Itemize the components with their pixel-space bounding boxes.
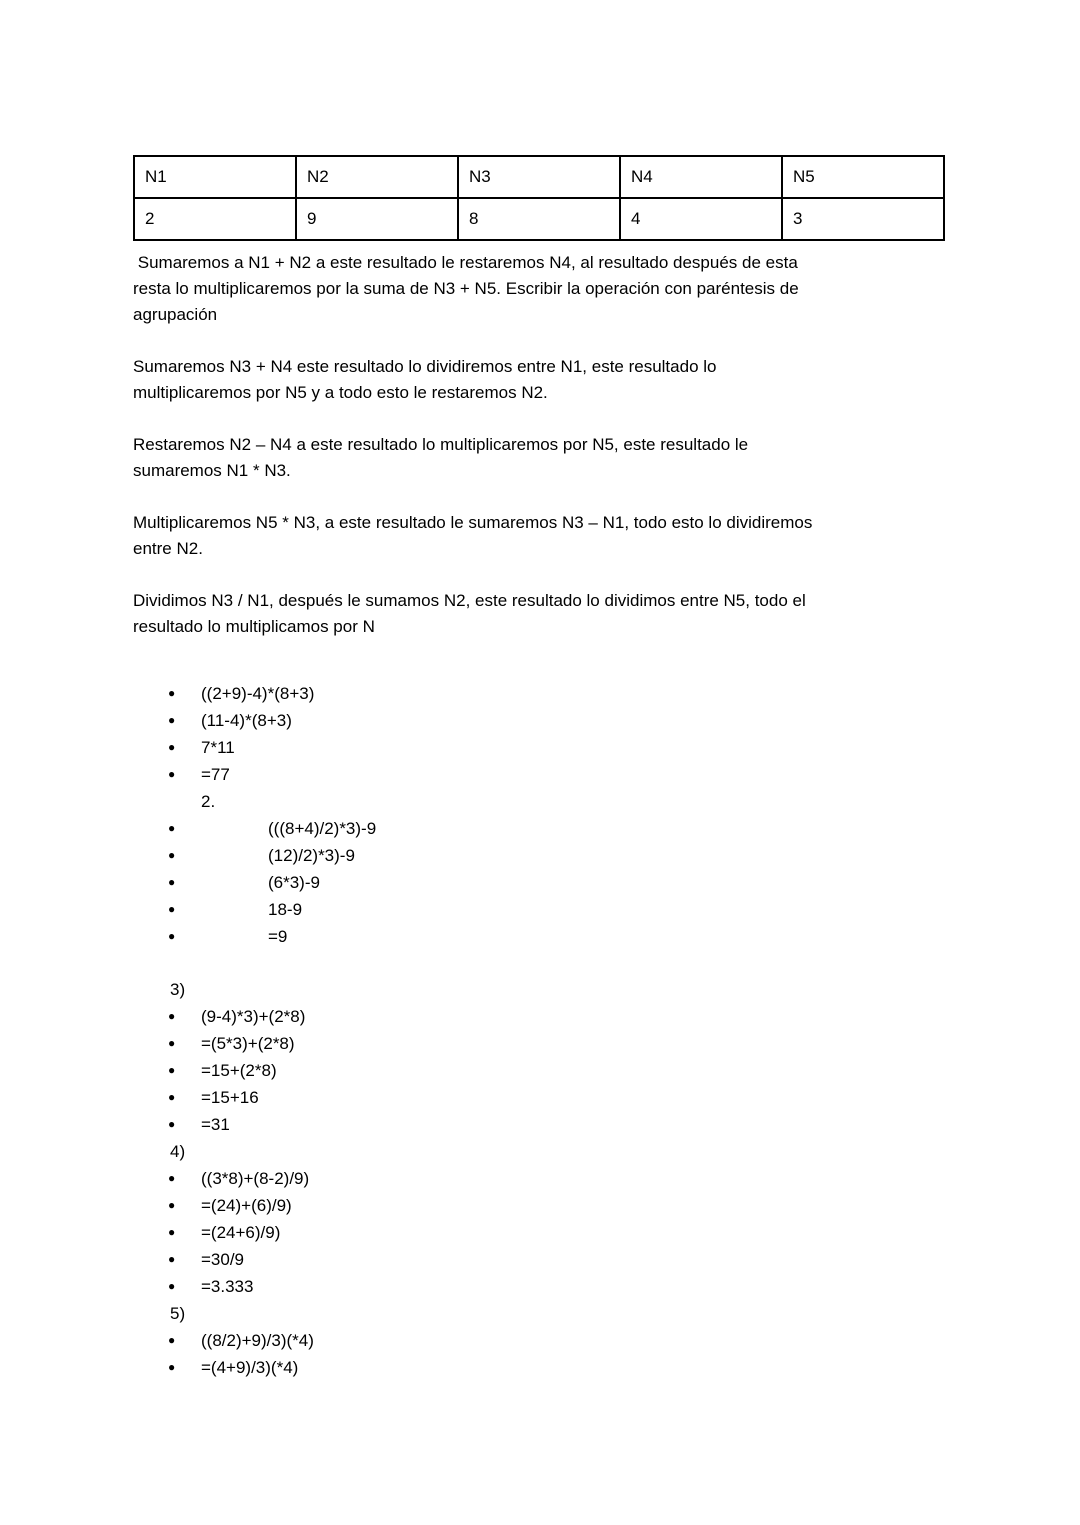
list-item: ● =77	[168, 761, 960, 788]
exercise-5-label: 5)	[170, 1304, 186, 1323]
list-item: ● (12)/2)*3)-9	[168, 842, 960, 869]
list-item: ● =15+16	[168, 1084, 960, 1111]
exercise-4-label: 4)	[170, 1142, 186, 1161]
paragraph-exercise-4: Multiplicaremos N5 * N3, a este resultado le sumaremos N3 – N1, todo esto lo dividiremos entre N2.	[133, 513, 818, 558]
list-item: ● ((3*8)+(8-2)/9)	[168, 1165, 960, 1192]
exercise-3-label: 3)	[170, 980, 186, 999]
list-item: ● =3.333	[168, 1273, 960, 1300]
list-item: ● =(4+9)/3)(*4)	[168, 1354, 960, 1381]
table-header-cell: N4	[620, 156, 782, 198]
list-item: ● (((8+4)/2)*3)-9	[168, 815, 960, 842]
list-item: ● (11-4)*(8+3)	[168, 707, 960, 734]
exercise-2-label: 2.	[201, 792, 216, 811]
list-item: ● =15+(2*8)	[168, 1057, 960, 1084]
table-value-cell: 2	[134, 198, 296, 240]
exercise-1-steps	[168, 680, 960, 788]
paragraph-exercise-2: Sumaremos N3 + N4 este resultado lo dividiremos entre N1, este resultado lo multiplicaremos por N5 y a todo esto le restaremos N2.	[133, 357, 722, 402]
exercise-4-steps	[168, 1165, 960, 1300]
list-item: ● 7*11	[168, 734, 960, 761]
list-item: ● (9-4)*3)+(2*8)	[168, 1003, 960, 1030]
table-header-cell: N3	[458, 156, 620, 198]
exercise-3-steps	[168, 1003, 960, 1138]
list-item: ● ((2+9)-4)*(8+3)	[168, 680, 960, 707]
paragraph-exercise-1: Sumaremos a N1 + N2 a este resultado le restaremos N4, al resultado después de esta resta lo multiplicaremos por la suma de N3 + N5. Escribir la operación con paréntesis de agrupación	[133, 253, 804, 324]
paragraph-exercise-5: Dividimos N3 / N1, después le sumamos N2, este resultado lo dividimos entre N5, todo el resultado lo multiplicamos por N	[133, 591, 811, 636]
table-header-row	[134, 156, 944, 198]
table-header-cell: N5	[782, 156, 944, 198]
list-item: ● =30/9	[168, 1246, 960, 1273]
table-value-cell: 9	[296, 198, 458, 240]
list-item: ● =9	[168, 923, 960, 950]
list-item: ● =(24)+(6)/9)	[168, 1192, 960, 1219]
exercise-5-steps	[168, 1327, 960, 1381]
values-table	[133, 155, 945, 241]
paragraph-exercise-3: Restaremos N2 – N4 a este resultado lo multiplicaremos por N5, este resultado le sumaremos N1 * N3.	[133, 435, 753, 480]
list-item: ● (6*3)-9	[168, 869, 960, 896]
table-value-cell: 4	[620, 198, 782, 240]
table-value-row	[134, 198, 944, 240]
table-value-cell: 8	[458, 198, 620, 240]
list-item: ● ((8/2)+9)/3)(*4)	[168, 1327, 960, 1354]
list-item: ● =(5*3)+(2*8)	[168, 1030, 960, 1057]
list-item: ● =(24+6)/9)	[168, 1219, 960, 1246]
table-header-cell: N2	[296, 156, 458, 198]
list-item: ● 18-9	[168, 896, 960, 923]
table-value-cell: 3	[782, 198, 944, 240]
exercise-2-steps	[168, 815, 960, 950]
table-header-cell: N1	[134, 156, 296, 198]
list-item: ● =31	[168, 1111, 960, 1138]
